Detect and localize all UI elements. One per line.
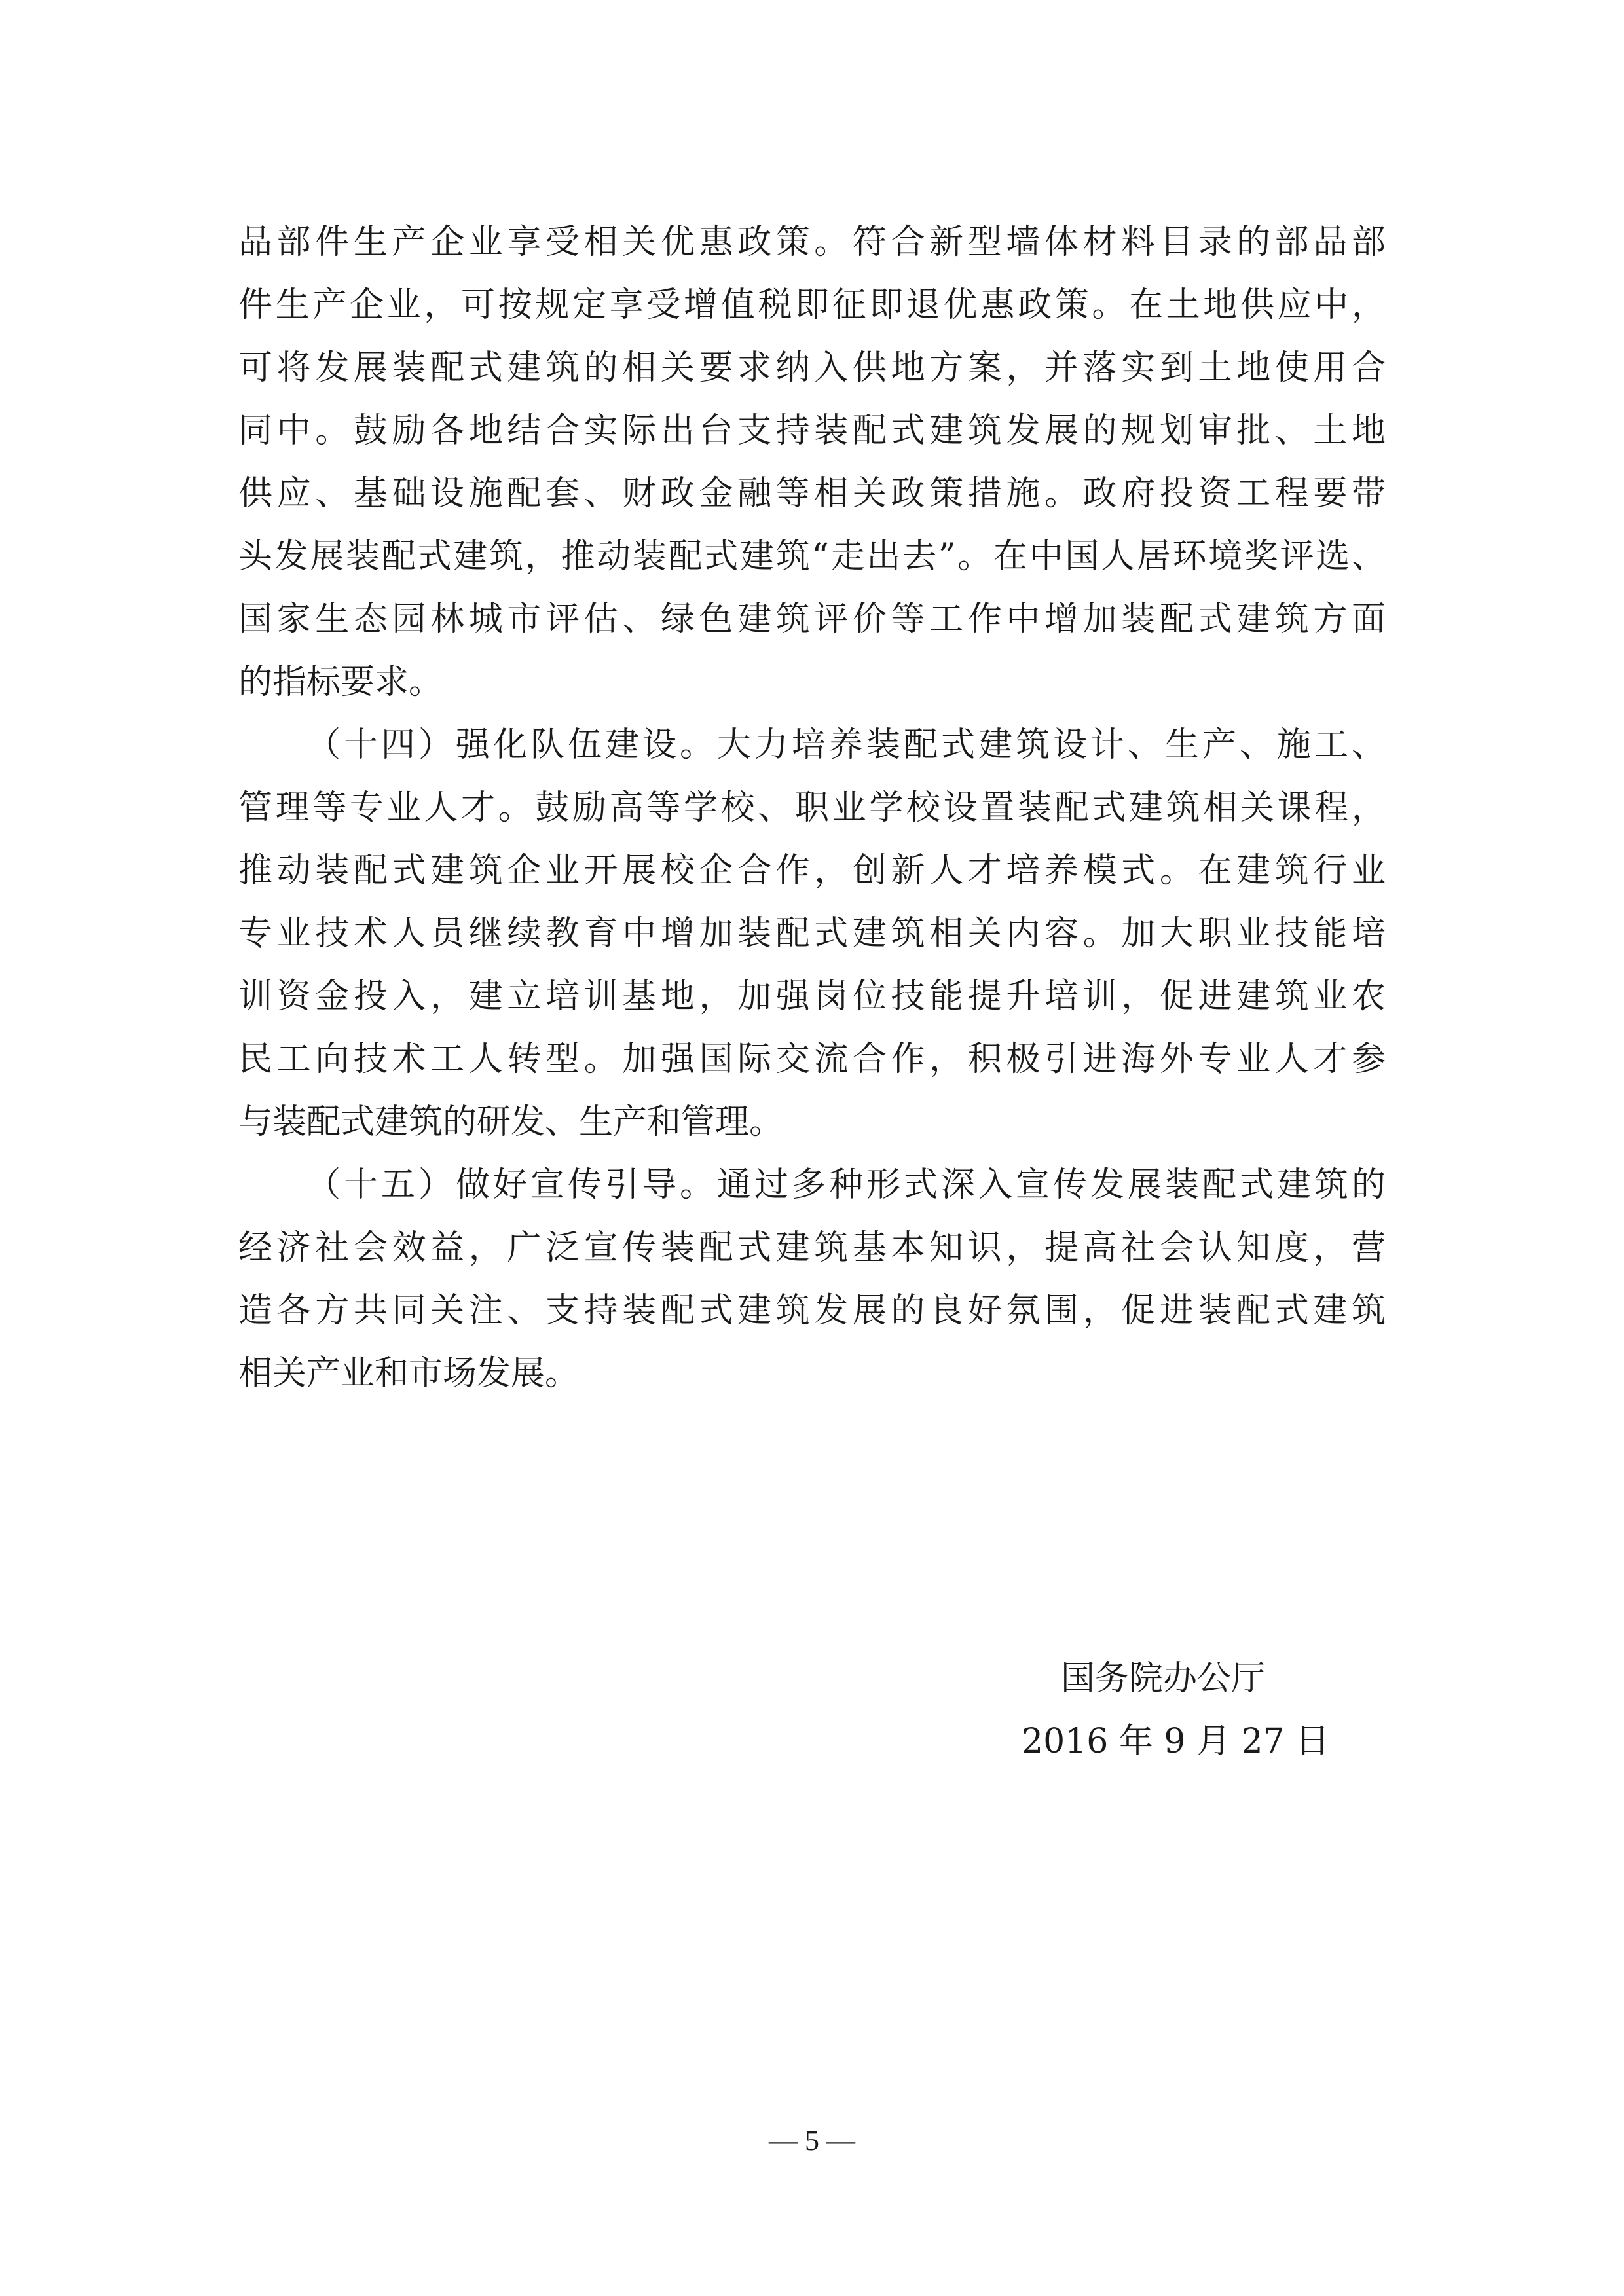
- issue-date: 2016 年 9 月 27 日: [1022, 1722, 1330, 1761]
- text-line: 供应、基础设施配套、财政金融等相关政策措施。政府投资工程要带: [238, 474, 1386, 513]
- text-line: 造各方共同关注、支持装配式建筑发展的良好氛围，促进装配式建筑: [238, 1291, 1386, 1330]
- text-line: 训资金投入，建立培训基地，加强岗位技能提升培训，促进建筑业农: [238, 977, 1386, 1016]
- text-line: 件生产企业，可按规定享受增值税即征即退优惠政策。在土地供应中，: [238, 285, 1386, 325]
- text-line: 推动装配式建筑企业开展校企合作，创新人才培养模式。在建筑行业: [238, 851, 1386, 890]
- issuer-signature: 国务院办公厅: [1061, 1659, 1266, 1698]
- text-line: 国家生态园林城市评估、绿色建筑评价等工作中增加装配式建筑方面: [238, 600, 1386, 639]
- text-line: 管理等专业人才。鼓励高等学校、职业学校设置装配式建筑相关课程，: [238, 788, 1386, 828]
- text-line: 头发展装配式建筑，推动装配式建筑“走出去”。在中国人居环境奖评选、: [238, 537, 1386, 576]
- text-line: 的指标要求。: [238, 663, 443, 702]
- text-line: 与装配式建筑的研发、生产和管理。: [238, 1102, 784, 1142]
- text-line: 经济社会效益，广泛宣传装配式建筑基本知识，提高社会认知度，营: [238, 1228, 1386, 1267]
- text-line: 民工向技术工人转型。加强国际交流合作，积极引进海外专业人才参: [238, 1040, 1386, 1079]
- text-line: 专业技术人员继续教育中增加装配式建筑相关内容。加大职业技能培: [238, 914, 1386, 953]
- text-line: 可将发展装配式建筑的相关要求纳入供地方案，并落实到土地使用合: [238, 348, 1386, 388]
- text-line: 品部件生产企业享受相关优惠政策。符合新型墙体材料目录的部品部: [238, 223, 1386, 262]
- text-line: 相关产业和市场发展。: [238, 1354, 580, 1393]
- text-line: （十四）强化队伍建设。大力培养装配式建筑设计、生产、施工、: [306, 725, 1386, 765]
- page-number: — 5 —: [769, 2124, 855, 2157]
- text-line: （十五）做好宣传引导。通过多种形式深入宣传发展装配式建筑的: [306, 1165, 1386, 1205]
- text-line: 同中。鼓励各地结合实际出台支持装配式建筑发展的规划审批、土地: [238, 411, 1386, 450]
